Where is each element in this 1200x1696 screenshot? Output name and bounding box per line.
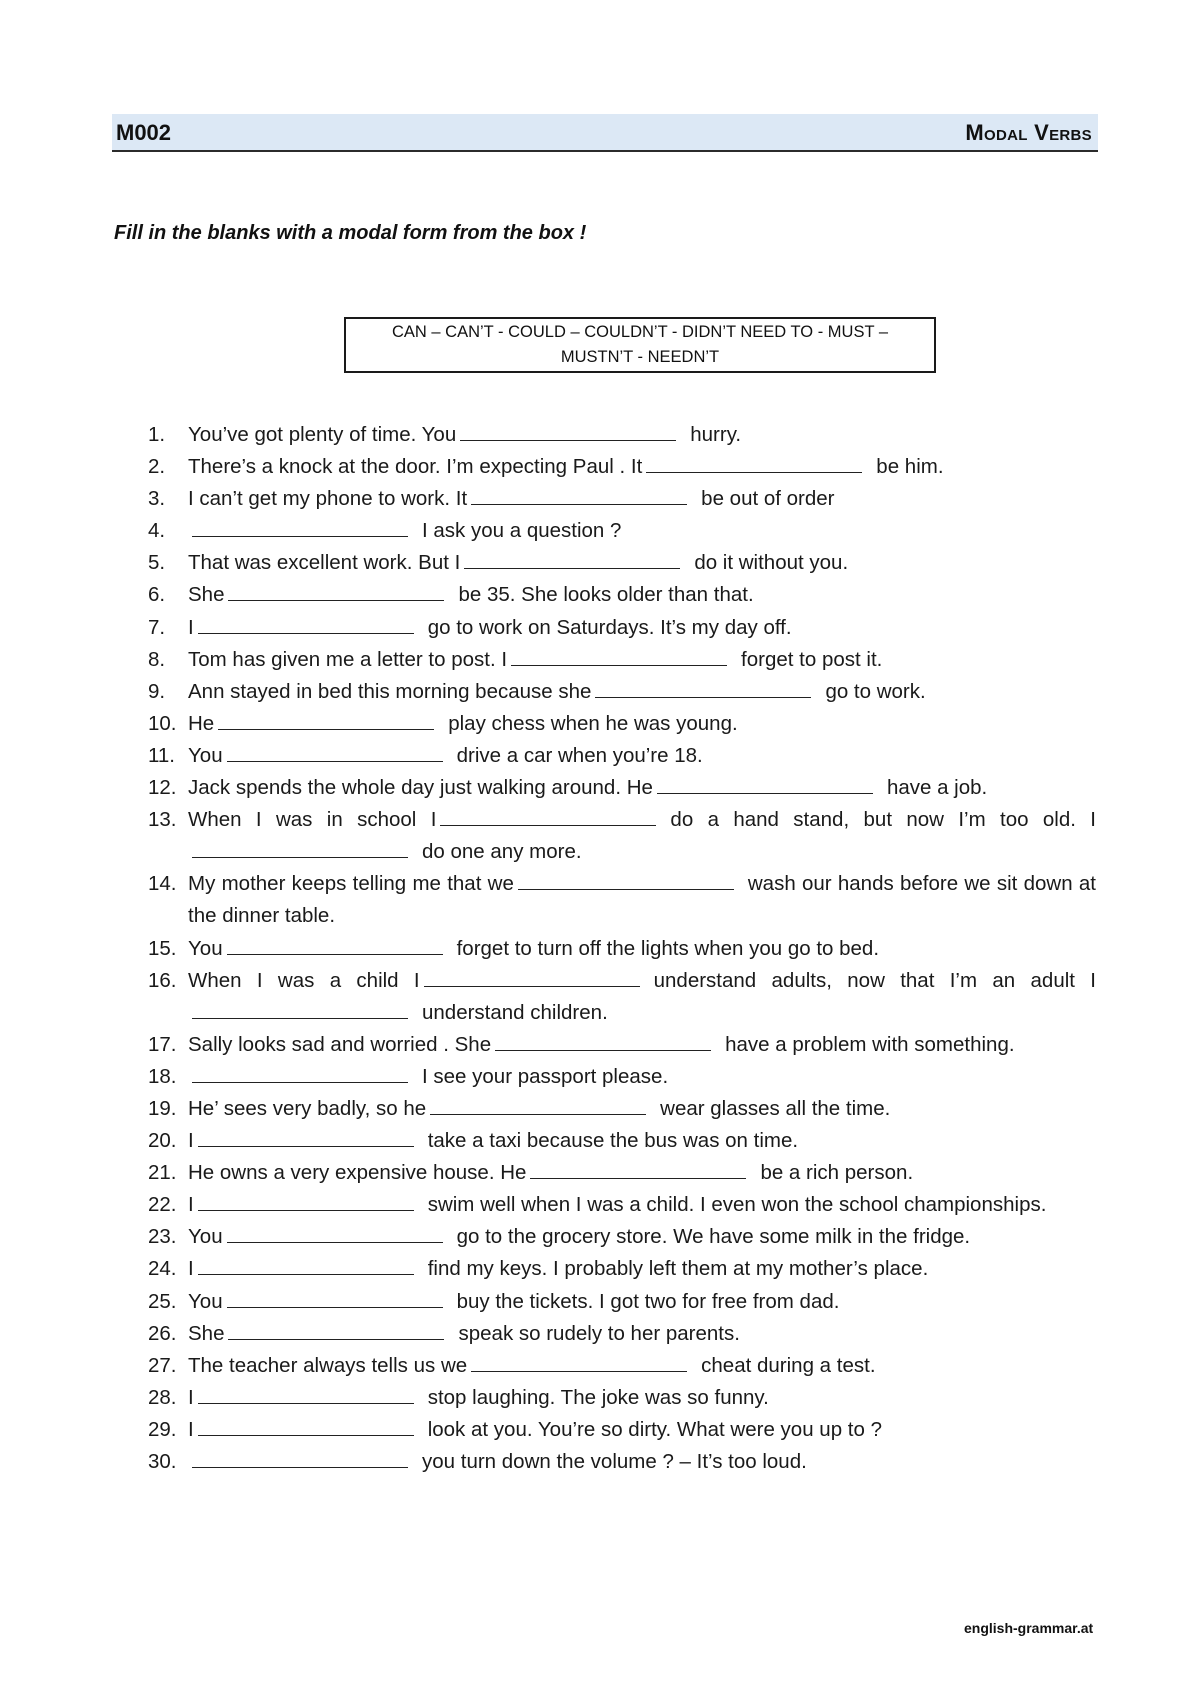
exercise-text-part: be a rich person. xyxy=(760,1161,914,1185)
exercise-number: 19. xyxy=(148,1096,177,1120)
exercise-text-part: do one any more. xyxy=(422,840,582,864)
exercise-text xyxy=(188,1318,1096,1350)
exercise-item xyxy=(148,612,1096,644)
exercise-text xyxy=(188,515,1096,547)
exercise-text-part: Sally looks sad and worried . She xyxy=(188,1032,492,1056)
exercise-text-part: He owns a very expensive house. He xyxy=(188,1161,527,1185)
exercise-text-part: understand children. xyxy=(422,1000,608,1024)
exercise-number: 23. xyxy=(148,1225,177,1249)
exercise-number: 1. xyxy=(148,423,166,446)
exercise-item xyxy=(148,1350,1096,1382)
exercise-text-part: I xyxy=(188,1129,194,1153)
answer-blank[interactable] xyxy=(198,1209,414,1211)
answer-blank[interactable] xyxy=(218,728,434,730)
exercise-number: 6. xyxy=(148,583,166,607)
exercise-item xyxy=(148,740,1096,772)
exercise-number: 10. xyxy=(148,711,177,735)
exercise-text xyxy=(188,547,1096,579)
exercise-text-part: The teacher always tells us we xyxy=(188,1353,468,1377)
exercise-text-part: You xyxy=(188,936,223,960)
exercise-text-part: That was excellent work. But I xyxy=(188,551,461,575)
exercise-text-part: He’ sees very badly, so he xyxy=(188,1096,427,1120)
answer-blank[interactable] xyxy=(228,599,444,601)
answer-blank[interactable] xyxy=(227,1306,443,1308)
exercise-text-part: I xyxy=(188,1417,194,1441)
exercise-text-part: forget to post it. xyxy=(741,647,883,671)
answer-blank[interactable] xyxy=(595,696,811,698)
answer-blank[interactable] xyxy=(192,1017,408,1019)
exercise-item xyxy=(148,483,1096,515)
answer-blank[interactable] xyxy=(227,1241,443,1243)
exercise-item xyxy=(148,1061,1096,1093)
exercise-text-part: I xyxy=(188,1257,194,1281)
exercise-text-part: understand adults, now that I’m an adult I xyxy=(653,968,1096,992)
exercise-text-part: have a problem with something. xyxy=(725,1032,1015,1056)
exercise-number: 9. xyxy=(148,679,166,703)
exercise-text xyxy=(188,1253,1096,1285)
answer-blank[interactable] xyxy=(198,1434,414,1436)
answer-blank[interactable] xyxy=(192,1466,408,1468)
exercise-text-part: Jack spends the whole day just walking around. He xyxy=(188,776,653,800)
exercise-text-part: Ann stayed in bed this morning because she xyxy=(188,679,592,703)
answer-blank[interactable] xyxy=(192,1081,408,1083)
exercise-text xyxy=(188,644,1096,676)
exercise-number: 3. xyxy=(148,487,166,511)
exercise-item xyxy=(148,1029,1096,1061)
exercise-item xyxy=(148,676,1096,708)
exercise-text xyxy=(188,1029,1096,1061)
exercise-text xyxy=(188,965,1096,1029)
exercise-item xyxy=(148,1286,1096,1318)
exercise-item xyxy=(148,965,1096,1029)
exercise-number: 27. xyxy=(148,1353,177,1377)
answer-blank[interactable] xyxy=(440,824,656,826)
answer-blank[interactable] xyxy=(495,1049,711,1051)
worksheet-code: M002 xyxy=(116,120,172,145)
exercise-item xyxy=(148,1221,1096,1253)
exercise-text-part: When I was in school I xyxy=(188,808,437,832)
footer-site: english-grammar.at xyxy=(964,1620,1094,1636)
answer-blank[interactable] xyxy=(464,567,680,569)
exercise-text-part: take a taxi because the bus was on time. xyxy=(427,1129,799,1153)
exercise-text-part: do it without you. xyxy=(694,551,849,575)
answer-blank[interactable] xyxy=(530,1177,746,1179)
exercise-text-part: drive a car when you’re 18. xyxy=(456,743,703,767)
exercise-text-part: go to the grocery store. We have some milk in the fridge. xyxy=(456,1225,971,1249)
exercise-number: 21. xyxy=(148,1161,177,1185)
exercise-text-part: be 35. She looks older than that. xyxy=(458,583,754,607)
exercise-text-part: have a job. xyxy=(886,776,988,800)
exercise-text-part: I can’t get my phone to work. It xyxy=(188,487,468,511)
exercise-text-part: forget to turn off the lights when you go to bed. xyxy=(456,936,880,960)
exercise-number: 2. xyxy=(148,455,166,479)
answer-blank[interactable] xyxy=(192,856,408,858)
exercise-item xyxy=(148,1093,1096,1125)
exercise-text-part: There’s a knock at the door. I’m expecting Paul . It xyxy=(188,455,643,479)
exercise-number: 4. xyxy=(148,519,166,543)
exercise-text xyxy=(188,676,1096,708)
exercise-text xyxy=(188,772,1096,804)
exercise-number: 12. xyxy=(148,776,177,800)
exercise-text-part: She xyxy=(188,1321,225,1345)
answer-blank[interactable] xyxy=(424,985,640,987)
exercise-number: 5. xyxy=(148,551,166,575)
exercise-text-part: buy the tickets. I got two for free from dad. xyxy=(456,1289,840,1313)
exercise-text-part: wear glasses all the time. xyxy=(660,1096,891,1120)
exercise-number: 17. xyxy=(148,1032,177,1056)
exercise-text xyxy=(188,579,1096,611)
answer-blank[interactable] xyxy=(657,792,873,794)
exercise-number: 15. xyxy=(148,936,177,960)
exercise-text xyxy=(188,708,1096,740)
exercise-text-part: You xyxy=(188,1289,223,1313)
exercise-number: 7. xyxy=(148,615,166,639)
answer-blank[interactable] xyxy=(471,503,687,505)
exercise-text xyxy=(188,1157,1096,1189)
exercise-item xyxy=(148,515,1096,547)
exercise-text-part: I xyxy=(188,1193,194,1217)
answer-blank[interactable] xyxy=(646,471,862,473)
exercise-item xyxy=(148,451,1096,483)
exercise-text xyxy=(188,1189,1096,1221)
exercise-text-part: You’ve got plenty of time. You xyxy=(188,423,457,446)
exercise-number: 11. xyxy=(148,743,175,767)
exercise-text-part: go to work. xyxy=(825,679,926,703)
exercise-number: 28. xyxy=(148,1385,177,1409)
exercise-number: 24. xyxy=(148,1257,177,1281)
exercise-text xyxy=(188,804,1096,868)
exercise-text xyxy=(188,419,1096,451)
exercise-text-part: I xyxy=(188,615,194,639)
exercise-text-part: play chess when he was young. xyxy=(448,711,738,735)
exercise-text xyxy=(188,1093,1096,1125)
answer-blank[interactable] xyxy=(227,760,443,762)
exercise-text-part: be him. xyxy=(876,455,944,479)
answer-blank[interactable] xyxy=(430,1113,646,1115)
exercise-text-part: look at you. You’re so dirty. What were you up to ? xyxy=(427,1417,882,1441)
exercise-item xyxy=(148,868,1096,932)
exercise-text xyxy=(188,1414,1096,1446)
exercise-text-part: go to work on Saturdays. It’s my day off. xyxy=(427,615,792,639)
answer-blank[interactable] xyxy=(192,535,408,537)
exercise-text-part: My mother keeps telling me that we xyxy=(188,872,514,896)
word-box: CAN – CAN’T - COULD – COULDN’T - DIDN’T NEED TO - MUST – MUSTN’T - NEEDN’T xyxy=(344,317,936,373)
answer-blank[interactable] xyxy=(228,1338,444,1340)
exercise-text xyxy=(188,1125,1096,1157)
exercise-number: 16. xyxy=(148,968,177,992)
exercise-text xyxy=(188,451,1096,483)
exercise-text-part: speak so rudely to her parents. xyxy=(458,1321,740,1345)
exercise-item xyxy=(148,1157,1096,1189)
exercise-number: 14. xyxy=(148,872,177,896)
exercise-text-part: You xyxy=(188,1225,223,1249)
exercise-item xyxy=(148,1125,1096,1157)
answer-blank[interactable] xyxy=(227,953,443,955)
exercise-item xyxy=(148,547,1096,579)
exercise-text-part: She xyxy=(188,583,225,607)
exercise-item xyxy=(148,772,1096,804)
exercise-text xyxy=(188,1350,1096,1382)
exercise-number: 13. xyxy=(148,808,177,832)
answer-blank[interactable] xyxy=(198,1145,414,1147)
exercise-text xyxy=(188,933,1096,965)
exercise-item xyxy=(148,1446,1096,1478)
exercise-item xyxy=(148,419,1096,451)
exercise-number: 30. xyxy=(148,1450,177,1473)
exercise-text-part: I xyxy=(188,1385,194,1409)
exercise-text xyxy=(188,868,1096,932)
exercise-list xyxy=(148,419,1096,1478)
exercise-text xyxy=(188,612,1096,644)
exercise-item xyxy=(148,1382,1096,1414)
exercise-text-part: be out of order xyxy=(701,487,835,511)
exercise-item xyxy=(148,1318,1096,1350)
exercise-text-part: He xyxy=(188,711,215,735)
exercise-item xyxy=(148,644,1096,676)
exercise-item xyxy=(148,1414,1096,1446)
exercise-text-part: You xyxy=(188,743,223,767)
exercise-text-part: find my keys. I probably left them at my mother’s place. xyxy=(427,1257,929,1281)
worksheet-topic: Modal Verbs xyxy=(965,120,1092,145)
answer-blank[interactable] xyxy=(198,632,414,634)
exercise-text-part: you turn down the volume ? – It’s too loud. xyxy=(422,1450,807,1473)
exercise-item xyxy=(148,1253,1096,1285)
answer-blank[interactable] xyxy=(471,1370,687,1372)
exercise-text-part: hurry. xyxy=(690,423,742,446)
exercise-text-part: do a hand stand, but now I’m too old. I xyxy=(670,808,1096,832)
exercise-number: 8. xyxy=(148,647,166,671)
exercise-number: 18. xyxy=(148,1064,177,1088)
instruction: Fill in the blanks with a modal form from the box ! xyxy=(114,222,587,244)
exercise-text-part: When I was a child I xyxy=(188,968,420,992)
exercise-number: 22. xyxy=(148,1193,177,1217)
exercise-item xyxy=(148,579,1096,611)
answer-blank[interactable] xyxy=(198,1273,414,1275)
exercise-number: 25. xyxy=(148,1289,177,1313)
exercise-item xyxy=(148,1189,1096,1221)
exercise-text xyxy=(188,1382,1096,1414)
exercise-number: 26. xyxy=(148,1321,177,1345)
answer-blank[interactable] xyxy=(518,888,734,890)
exercise-text-part: cheat during a test. xyxy=(701,1353,876,1377)
exercise-item xyxy=(148,708,1096,740)
header-bar xyxy=(112,114,1098,152)
exercise-text-part: wash our hands before we sit down at the dinner table. xyxy=(188,872,1096,928)
exercise-number: 29. xyxy=(148,1417,177,1441)
exercise-item xyxy=(148,933,1096,965)
exercise-text xyxy=(188,1286,1096,1318)
exercise-text-part: Tom has given me a letter to post. I xyxy=(188,647,508,671)
exercise-text xyxy=(188,1221,1096,1253)
exercise-text-part: I ask you a question ? xyxy=(422,519,622,543)
answer-blank[interactable] xyxy=(460,439,676,441)
exercise-item xyxy=(148,804,1096,868)
exercise-text-part: stop laughing. The joke was so funny. xyxy=(427,1385,769,1409)
exercise-text xyxy=(188,1061,1096,1093)
exercise-text-part: swim well when I was a child. I even won the school championships. xyxy=(427,1193,1047,1217)
answer-blank[interactable] xyxy=(511,664,727,666)
exercise-text-part: I see your passport please. xyxy=(422,1064,669,1088)
exercise-text xyxy=(188,483,1096,515)
exercise-text xyxy=(188,1446,1096,1478)
exercise-text xyxy=(188,740,1096,772)
exercise-number: 20. xyxy=(148,1129,177,1153)
answer-blank[interactable] xyxy=(198,1402,414,1404)
